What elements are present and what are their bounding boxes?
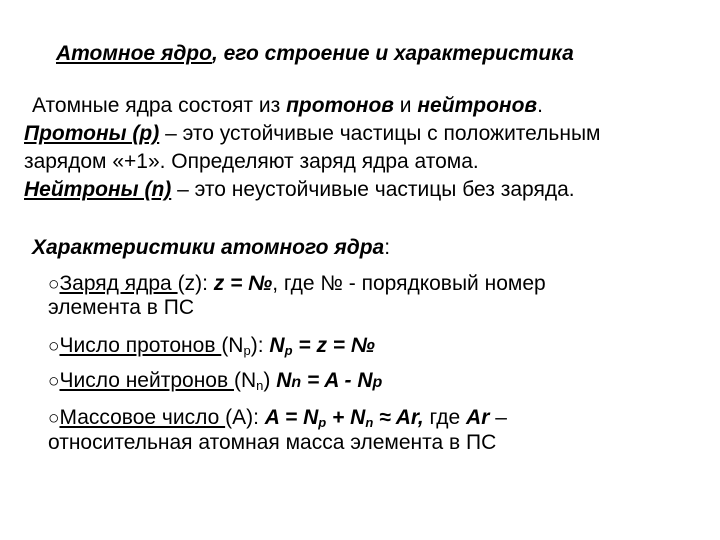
mass-where: где — [423, 406, 467, 429]
neutrons-formula-sub1: n — [291, 374, 302, 391]
mass-dash: – — [489, 406, 507, 429]
characteristics-title: Характеристики атомного ядра — [32, 236, 385, 259]
characteristics-heading — [32, 236, 390, 260]
charge-name: Заряд ядра — [59, 272, 178, 295]
protons-count-name: Число протонов — [59, 334, 222, 357]
protons-paren-sub: p — [243, 343, 251, 358]
mass-ar: Ar — [466, 406, 490, 429]
neutrons-formula-n: N — [276, 369, 292, 392]
mass-formula-sub2: n — [365, 415, 374, 430]
protons-paren-open: (N — [221, 334, 244, 357]
mass-formula-approx: ≈ Ar, — [373, 406, 424, 429]
mass-formula-a: A = N — [264, 406, 319, 429]
list-item-mass — [48, 406, 507, 431]
protons-formula-rest: = z = № — [292, 334, 375, 357]
mass-formula-sub1: p — [318, 415, 327, 430]
intro-and: и — [393, 94, 418, 117]
list-item-charge — [48, 272, 546, 297]
intro-prefix: Атомные ядра состоят из — [32, 94, 287, 117]
list-item-neutrons — [48, 369, 382, 395]
protons-formula-n: N — [269, 334, 285, 357]
neutrons-paren-open: (N — [233, 369, 257, 392]
title-rest: , его строение и характеристика — [211, 42, 574, 65]
list-item-protons — [48, 334, 375, 359]
charge-rest: , где № - порядковый номер — [272, 272, 546, 295]
protons-paren-close: ): — [250, 334, 270, 357]
protons-term: Протоны (p) — [24, 122, 160, 145]
protons-definition-line2: зарядом «+1». Определяют заряд ядра атома. — [24, 150, 479, 173]
charge-line2: элемента в ПС — [48, 296, 195, 319]
mass-paren: (A): — [225, 406, 265, 429]
mass-line2: относительная атомная масса элемента в ПС — [48, 431, 497, 454]
bullet-icon: ○ — [48, 408, 60, 429]
mass-formula-plus: + N — [326, 406, 366, 429]
bullet-icon: ○ — [48, 274, 60, 295]
neutrons-definition — [24, 178, 575, 202]
characteristics-colon: : — [384, 236, 391, 259]
intro-neutrons: нейтронов — [417, 94, 538, 117]
protons-def-text: – это устойчивые частицы с положительным — [159, 122, 601, 145]
neutrons-paren-close: ) — [263, 369, 277, 392]
neutrons-formula-mid: = A - N — [301, 369, 373, 392]
protons-formula-sub: p — [284, 343, 293, 358]
page-title — [56, 42, 574, 66]
neutrons-paren-sub: n — [256, 378, 264, 393]
neutrons-term: Нейтроны (n) — [24, 178, 172, 201]
neutrons-formula-sub2: p — [372, 374, 383, 391]
intro-line — [32, 94, 543, 118]
intro-suffix: . — [537, 94, 543, 117]
charge-paren: (z): — [177, 272, 214, 295]
neutrons-count-name: Число нейтронов — [59, 369, 234, 392]
intro-protons: протонов — [286, 94, 394, 117]
neutrons-def-text: – это неустойчивые частицы без заряда. — [171, 178, 575, 201]
title-main: Атомное ядро — [56, 42, 212, 65]
bullet-icon: ○ — [48, 336, 60, 357]
protons-definition-line1 — [24, 122, 601, 146]
mass-name: Массовое число — [59, 406, 226, 429]
charge-formula: z = № — [213, 272, 273, 295]
bullet-icon: ○ — [48, 371, 60, 392]
